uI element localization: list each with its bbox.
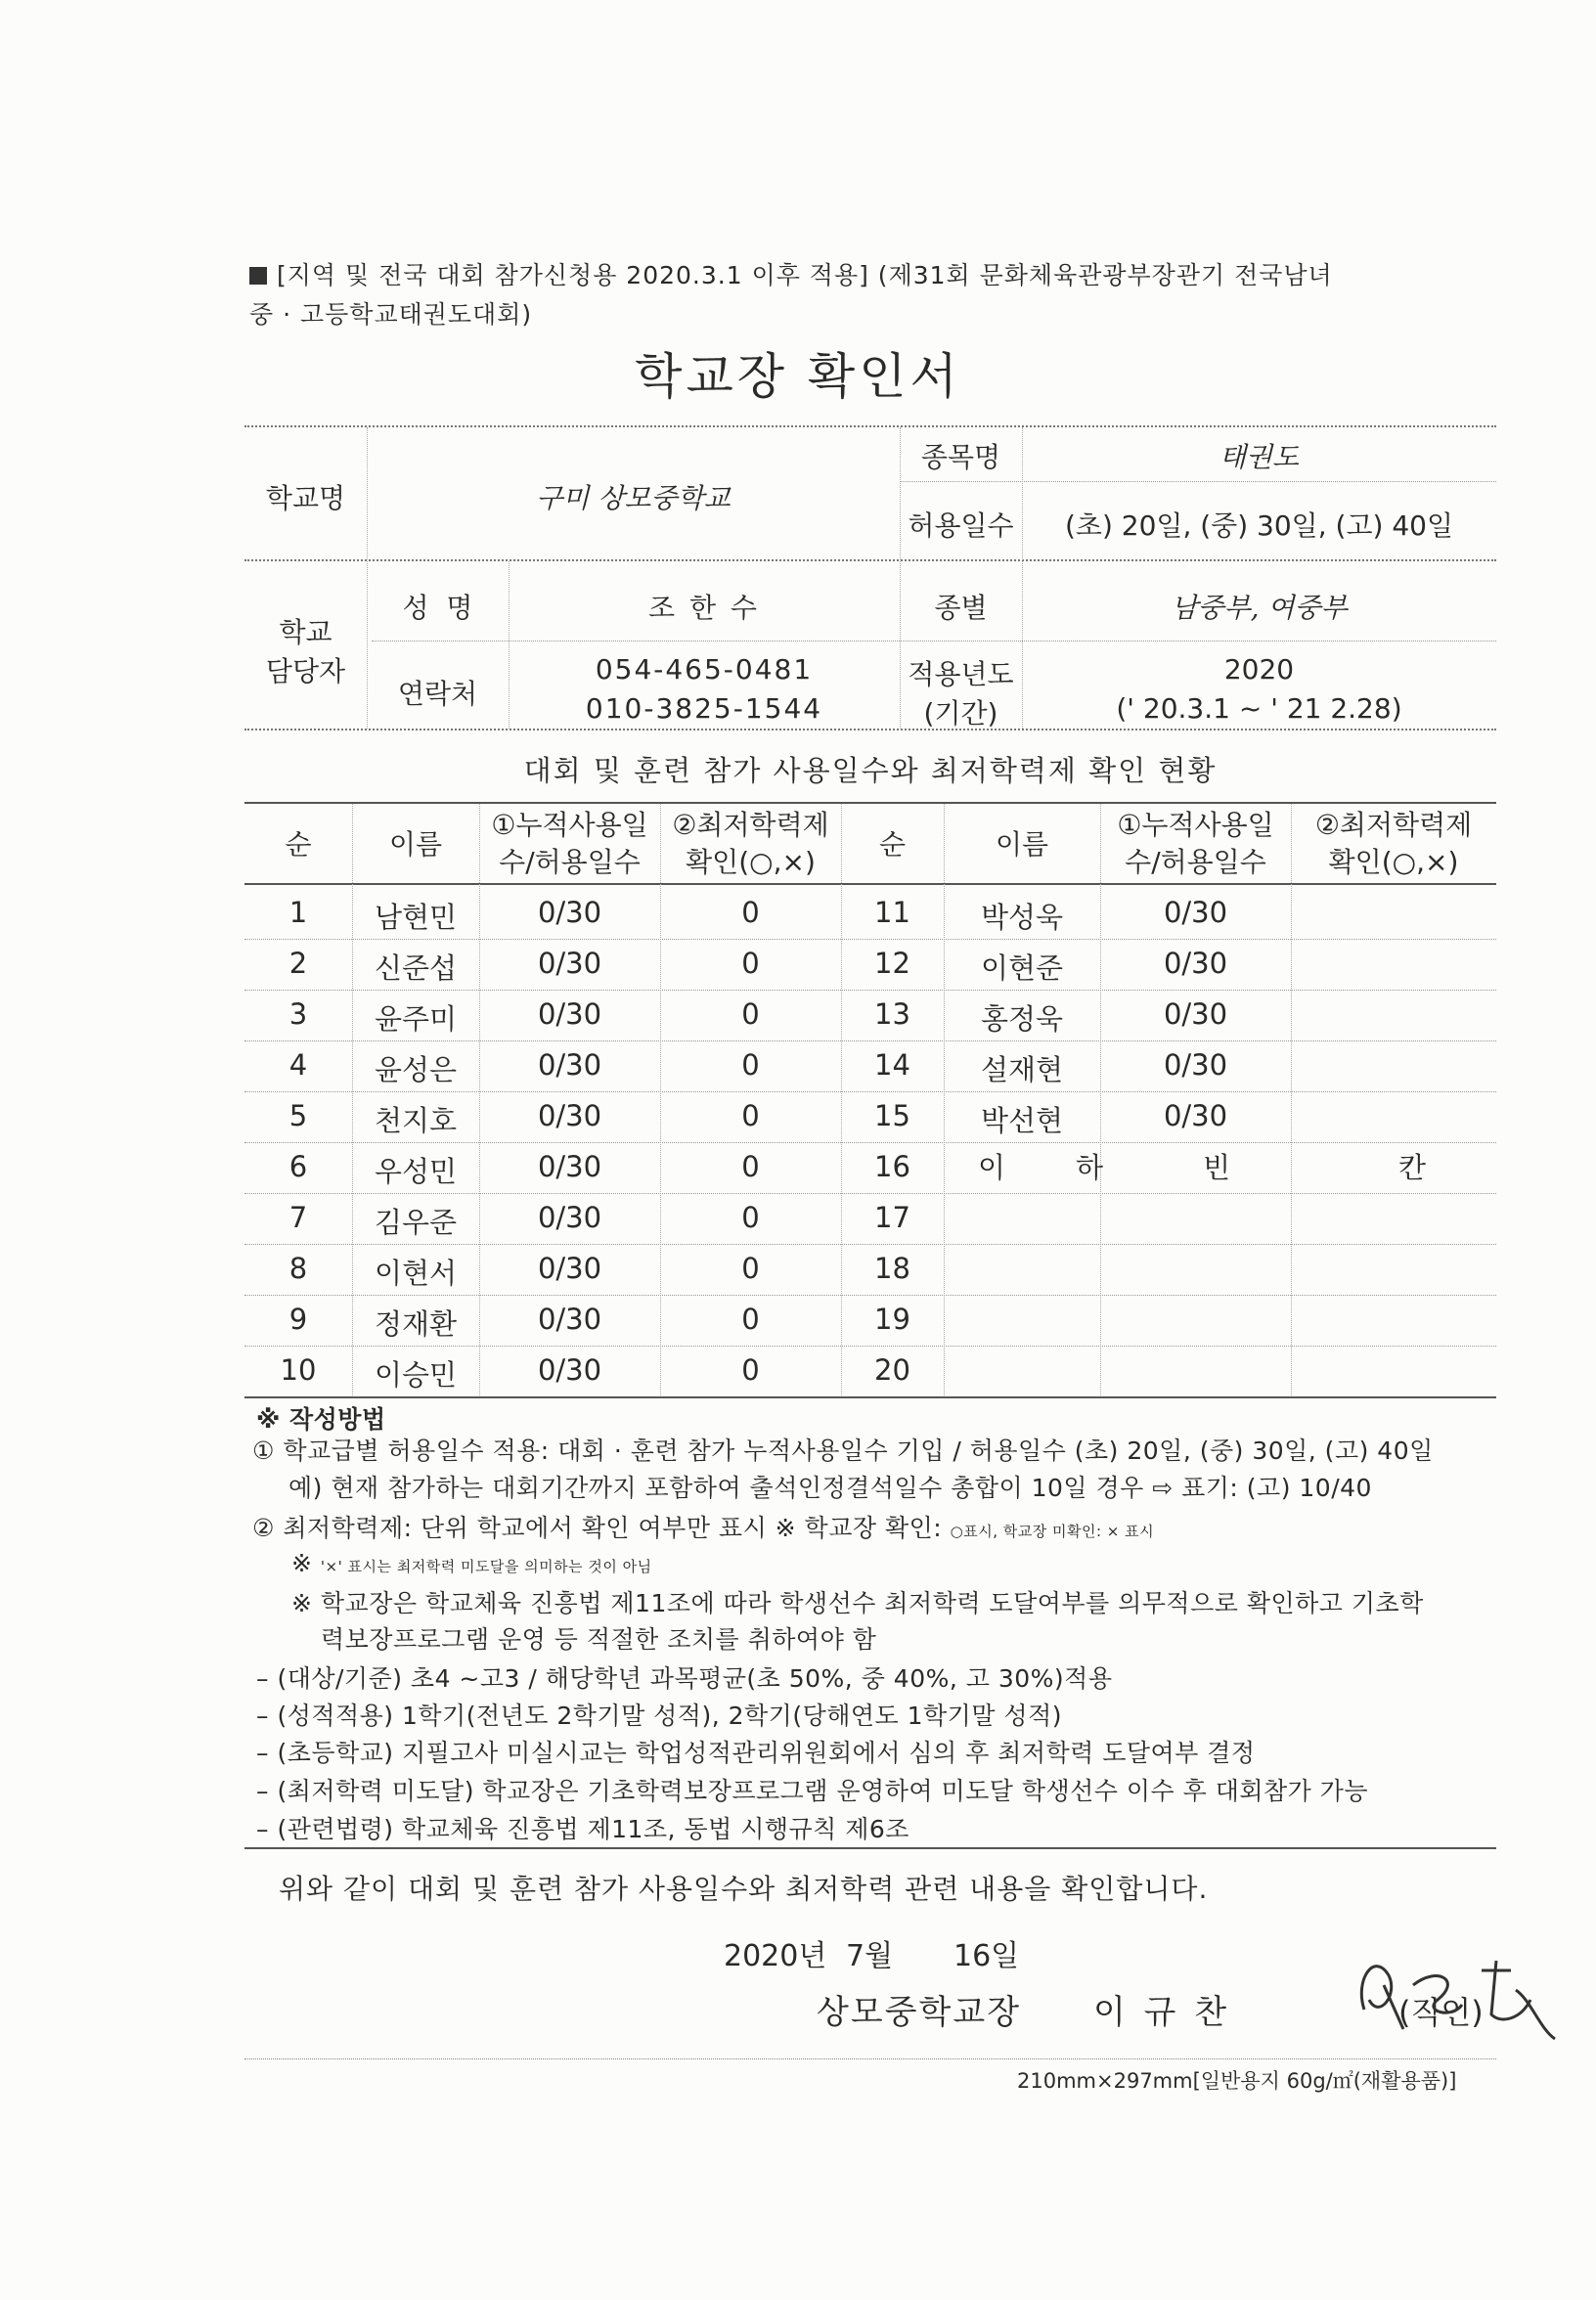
table-cell-left-no: 8 [288, 1252, 308, 1285]
table-header-rule [244, 883, 1496, 885]
table-cell-left-days: 0/30 [537, 1150, 602, 1183]
table-row-divider [244, 1295, 1496, 1296]
school-label: 학교명 [265, 482, 346, 514]
table-row-divider [244, 1040, 1496, 1041]
school-value: 구미 상모중학교 [536, 482, 731, 514]
header-no-right: 순 [878, 828, 907, 861]
table-cell-left-no: 5 [288, 1099, 308, 1132]
table-cell-left-days: 0/30 [537, 997, 602, 1031]
table-cell-left-days: 0/30 [537, 947, 602, 980]
table-cell-left-name: 윤주미 [374, 1002, 458, 1036]
event-value: 태권도 [1219, 441, 1300, 473]
table-cell-left-grade: 0 [741, 947, 760, 980]
category-label: 종별 [934, 592, 988, 624]
table-cell-left-grade: 0 [741, 997, 760, 1031]
table-cell-left-days: 0/30 [537, 1048, 602, 1082]
table-top-rule [244, 802, 1496, 804]
table-cell-left-name: 김우준 [374, 1206, 458, 1239]
table-row-divider [244, 939, 1496, 940]
table-cell-left-grade: 0 [741, 1353, 760, 1387]
table-cell-left-no: 10 [280, 1353, 317, 1387]
blank-marker-4: 칸 [1398, 1151, 1427, 1184]
table-row-divider [244, 990, 1496, 991]
document-title: 학교장 확인서 [635, 348, 961, 405]
table-cell-right-no: 16 [874, 1150, 910, 1183]
info-rule-mid [244, 559, 1496, 561]
table-cell-right-name: 박성욱 [980, 901, 1064, 934]
table-cell-right-no: 18 [874, 1252, 910, 1285]
table-cell-right-no: 19 [874, 1303, 910, 1336]
table-cell-left-name: 이현서 [374, 1257, 458, 1290]
table-bottom-rule [244, 1396, 1496, 1398]
contact-value-1: 054-465-0481 [595, 653, 814, 686]
note-3-mark: ※ [291, 1549, 321, 1577]
header-text-1: [지역 및 전국 대회 참가신청용 2020.3.1 이후 적용] (제31회 문화체육관광부장관기 전국남녀 [277, 261, 1333, 289]
days-value: (초) 20일, (중) 30일, (고) 40일 [1064, 509, 1454, 542]
table-cell-left-no: 3 [288, 997, 308, 1031]
table-cell-left-name: 천지호 [374, 1104, 458, 1137]
header-name-right: 이름 [995, 828, 1049, 861]
table-cell-left-days: 0/30 [537, 1252, 602, 1285]
header-days-right-2: 수/허용일수 [1125, 846, 1266, 878]
table-cell-left-name: 정재환 [374, 1307, 458, 1341]
table-cell-right-days: 0/30 [1163, 947, 1228, 980]
table-cell-left-grade: 0 [741, 1201, 760, 1234]
table-cell-right-name: 설재현 [980, 1053, 1064, 1086]
blank-marker-2: 하 [1076, 1151, 1104, 1184]
note-2-small: ○표시, 학교장 미확인: × 표시 [950, 1523, 1155, 1540]
table-cell-right-days: 0/30 [1163, 997, 1228, 1031]
note-7: – (초등학교) 지필고사 미실시교는 학업성적관리위원회에서 심의 후 최저학력 도달여부 결정 [256, 1739, 1256, 1767]
table-cell-left-grade: 0 [741, 1303, 760, 1336]
note-4a: ※ 학교장은 학교체육 진흥법 제11조에 따라 학생선수 최저학력 도달여부를 의무적으로 확인하고 기초학 [291, 1589, 1424, 1617]
header-no-left: 순 [285, 828, 312, 861]
table-cell-left-name: 신준섭 [374, 951, 458, 985]
table-cell-right-name: 박선현 [980, 1104, 1064, 1137]
note-6: – (성적적용) 1학기(전년도 2학기말 성적), 2학기(당해연도 1학기말 성적) [256, 1702, 1062, 1730]
table-cell-left-grade: 0 [741, 1150, 760, 1183]
table-row-divider [244, 1091, 1496, 1092]
table-cell-left-no: 6 [288, 1150, 308, 1183]
table-cell-right-no: 13 [874, 997, 910, 1031]
table-cell-right-no: 14 [874, 1048, 910, 1082]
note-2 [252, 1509, 1154, 1544]
table-cell-left-name: 이승민 [374, 1358, 458, 1392]
header-grade-right-1: ②최저학력제 [1314, 809, 1473, 841]
note-4b: 력보장프로그램 운영 등 적절한 조치를 취하여야 함 [321, 1625, 877, 1654]
manager-label-2: 담당자 [265, 655, 346, 687]
table-row-divider [244, 1193, 1496, 1194]
square-bullet-icon [249, 267, 267, 285]
table-cell-left-days: 0/30 [537, 1303, 602, 1336]
header-days-left-2: 수/허용일수 [499, 846, 641, 878]
header-grade-right-2: 확인(○,×) [1328, 846, 1459, 878]
table-cell-right-no: 12 [874, 947, 910, 980]
table-cell-left-name: 우성민 [374, 1155, 458, 1188]
table-cell-left-name: 윤성은 [374, 1053, 458, 1086]
table-cell-left-days: 0/30 [537, 896, 602, 929]
note-3-small: '×' 표시는 최저학력 미도달을 의미하는 것이 아님 [320, 1558, 652, 1575]
table-cell-right-days: 0/30 [1163, 896, 1228, 929]
info-bottom-rule [244, 729, 1496, 730]
year-label-2: (기간) [923, 697, 998, 730]
header-line-1 [249, 256, 1333, 291]
year-label-1: 적용년도 [908, 658, 1014, 690]
header-grade-left-2: 확인(○,×) [686, 846, 816, 878]
seal-label: (직인) [1398, 1994, 1484, 2031]
header-line-2: 중 · 고등학교태권도대회) [249, 300, 533, 329]
table-cell-left-grade: 0 [741, 1048, 760, 1082]
table-cell-right-days: 0/30 [1163, 1048, 1228, 1082]
table-cell-left-days: 0/30 [537, 1099, 602, 1132]
category-value: 남중부, 여중부 [1171, 592, 1348, 624]
header-days-left-1: ①누적사용일 [491, 809, 648, 841]
closing-statement: 위와 같이 대회 및 훈련 참가 사용일수와 최저학력 관련 내용을 확인합니다. [279, 1873, 1209, 1905]
footer-rule [244, 2058, 1496, 2059]
table-cell-left-grade: 0 [741, 1252, 760, 1285]
note-9: – (관련법령) 학교체육 진흥법 제11조, 동법 시행규칙 제6조 [256, 1815, 909, 1843]
table-row-divider [244, 1244, 1496, 1245]
signer-name: 이 규 찬 [1093, 1993, 1231, 2032]
header-days-right-1: ①누적사용일 [1117, 809, 1274, 841]
table-cell-left-days: 0/30 [537, 1353, 602, 1387]
notes-heading: ※ 작성방법 [256, 1405, 386, 1434]
event-label: 종목명 [920, 441, 1001, 473]
table-cell-right-no: 15 [874, 1099, 910, 1132]
days-label: 허용일수 [908, 509, 1014, 542]
table-cell-left-no: 2 [288, 947, 308, 980]
manager-label-1: 학교 [279, 616, 332, 648]
note-8: – (최저학력 미도달) 학교장은 기초학력보장프로그램 운영하여 미도달 학생선수 이수 후 대회참가 가능 [256, 1777, 1369, 1805]
table-cell-right-no: 20 [874, 1353, 910, 1387]
table-cell-right-no: 11 [874, 896, 910, 929]
blank-marker-1: 이 [978, 1151, 1006, 1184]
notes-bottom-rule [244, 1847, 1496, 1849]
date-day: 16일 [953, 1939, 1020, 1973]
header-grade-left-1: ②최저학력제 [672, 809, 829, 841]
table-cell-left-no: 9 [288, 1303, 308, 1336]
table-cell-right-name: 이현준 [980, 951, 1064, 985]
note-2-main: ② 최저학력제: 단위 학교에서 확인 여부만 표시 ※ 학교장 확인: [252, 1514, 951, 1542]
note-5: – (대상/기준) 초4 ~고3 / 해당학년 과목평균(초 50%, 중 40%, 고 30%)적용 [256, 1664, 1113, 1693]
handwritten-signature [1345, 1941, 1565, 2049]
signer-title: 상모중학교장 [817, 1993, 1022, 2032]
table-row-divider [244, 1142, 1496, 1143]
date-year: 2020년 [724, 1939, 827, 1973]
table-cell-left-grade: 0 [741, 896, 760, 929]
table-cell-right-no: 17 [874, 1201, 910, 1234]
table-vline-7 [1291, 804, 1292, 1395]
table-cell-left-no: 1 [288, 896, 308, 929]
table-cell-right-name: 홍정욱 [980, 1002, 1064, 1036]
date-month: 7월 [846, 1939, 894, 1973]
table-row-divider [244, 1346, 1496, 1347]
note-1b: 예) 현재 참가하는 대회기간까지 포함하여 출석인정결석일수 총합이 10일 경우 ⇨ 표기: (고) 10/40 [288, 1474, 1372, 1502]
footer-paper-spec: 210mm×297mm[일반용지 60g/㎡(재활용품)] [1017, 2069, 1457, 2093]
info-top-rule [244, 425, 1496, 427]
name-value: 조 한 수 [648, 592, 760, 624]
table-cell-left-no: 7 [288, 1201, 308, 1234]
info-rule-event [900, 481, 1496, 482]
contact-label: 연락처 [397, 678, 478, 710]
table-cell-left-days: 0/30 [537, 1201, 602, 1234]
table-cell-right-days: 0/30 [1163, 1099, 1228, 1132]
table-title: 대회 및 훈련 참가 사용일수와 최저학력제 확인 현황 [523, 754, 1218, 787]
note-3 [291, 1549, 652, 1577]
table-cell-left-no: 4 [288, 1048, 308, 1082]
table-cell-left-grade: 0 [741, 1099, 760, 1132]
year-value-1: 2020 [1223, 653, 1295, 686]
name-label: 성 명 [402, 592, 473, 624]
blank-marker-3: 빈 [1203, 1151, 1231, 1184]
table-cell-left-name: 남현민 [374, 901, 458, 934]
contact-value-2: 010-3825-1544 [585, 692, 823, 725]
year-value-2: (' 20.3.1 ~ ' 21 2.28) [1116, 692, 1402, 725]
header-name-left: 이름 [388, 828, 443, 861]
note-1a: ① 학교급별 허용일수 적용: 대회 · 훈련 참가 누적사용일수 기입 / 허용일수 (초) 20일, (중) 30일, (고) 40일 [252, 1437, 1434, 1465]
